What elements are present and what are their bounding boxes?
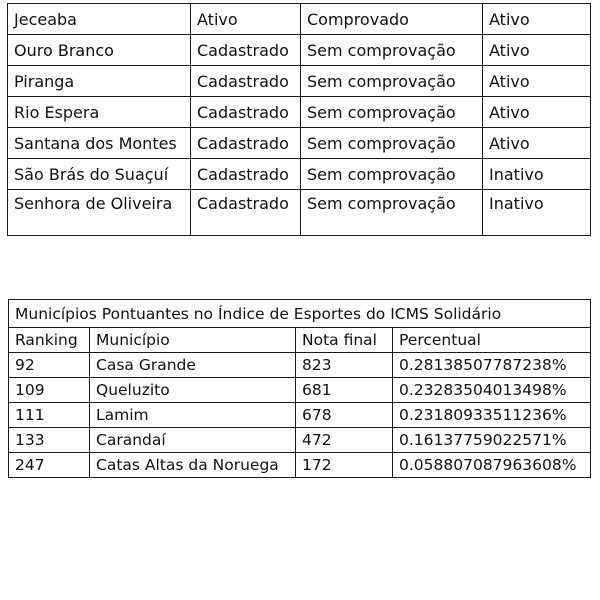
ranking-cell: 133 [9,428,90,453]
final-score-cell: 172 [296,453,393,478]
municipality-cell: Queluzito [90,378,296,403]
table-row [9,353,591,378]
percentage-cell: 0.058807087963608% [393,453,591,478]
column-header-ranking: Ranking [9,328,90,353]
final-score-cell: 681 [296,378,393,403]
municipality-cell: Rio Espera [8,97,191,128]
percentage-cell: 0.23283504013498% [393,378,591,403]
ranking-cell: 92 [9,353,90,378]
table-row [9,428,591,453]
ranking-cell: 109 [9,378,90,403]
registration-cell: Cadastrado [191,128,301,159]
proof-cell: Sem comprovação [301,35,483,66]
registration-cell: Cadastrado [191,159,301,190]
sports-index-ranking-table [8,299,591,478]
table-caption-row [9,300,591,328]
table-row [8,4,591,35]
municipality-cell: Catas Altas da Noruega [90,453,296,478]
municipality-cell: Lamim [90,403,296,428]
status-cell: Ativo [483,128,591,159]
proof-cell: Sem comprovação [301,190,483,236]
status-cell: Inativo [483,190,591,236]
municipality-cell: São Brás do Suaçuí [8,159,191,190]
municipality-cell: Senhora de Oliveira [8,190,191,236]
percentage-cell: 0.23180933511236% [393,403,591,428]
column-header-municipality: Município [90,328,296,353]
final-score-cell: 472 [296,428,393,453]
proof-cell: Sem comprovação [301,128,483,159]
ranking-cell: 111 [9,403,90,428]
table-row [8,128,591,159]
municipality-cell: Jeceaba [8,4,191,35]
registration-cell: Cadastrado [191,97,301,128]
status-cell: Ativo [483,66,591,97]
table-row [8,190,591,236]
column-header-percentage: Percentual [393,328,591,353]
status-cell: Ativo [483,35,591,66]
municipality-cell: Carandaí [90,428,296,453]
status-cell: Ativo [483,4,591,35]
municipality-cell: Ouro Branco [8,35,191,66]
proof-cell: Sem comprovação [301,66,483,97]
ranking-cell: 247 [9,453,90,478]
table-row [8,35,591,66]
percentage-cell: 0.28138507787238% [393,353,591,378]
table-row [8,66,591,97]
registration-cell: Cadastrado [191,190,301,236]
proof-cell: Comprovado [301,4,483,35]
final-score-cell: 823 [296,353,393,378]
table-row [8,159,591,190]
proof-cell: Sem comprovação [301,97,483,128]
registration-cell: Cadastrado [191,35,301,66]
status-cell: Ativo [483,97,591,128]
table-row [9,378,591,403]
municipality-cell: Santana dos Montes [8,128,191,159]
final-score-cell: 678 [296,403,393,428]
registration-cell: Ativo [191,4,301,35]
municipality-cell: Casa Grande [90,353,296,378]
registration-cell: Cadastrado [191,66,301,97]
municipality-status-table [7,3,591,236]
table-row [8,97,591,128]
percentage-cell: 0.16137759022571% [393,428,591,453]
proof-cell: Sem comprovação [301,159,483,190]
table-caption: Municípios Pontuantes no Índice de Esportes do ICMS Solidário [9,300,591,328]
table-row [9,453,591,478]
status-cell: Inativo [483,159,591,190]
table-header-row [9,328,591,353]
table-row [9,403,591,428]
column-header-final-score: Nota final [296,328,393,353]
municipality-cell: Piranga [8,66,191,97]
